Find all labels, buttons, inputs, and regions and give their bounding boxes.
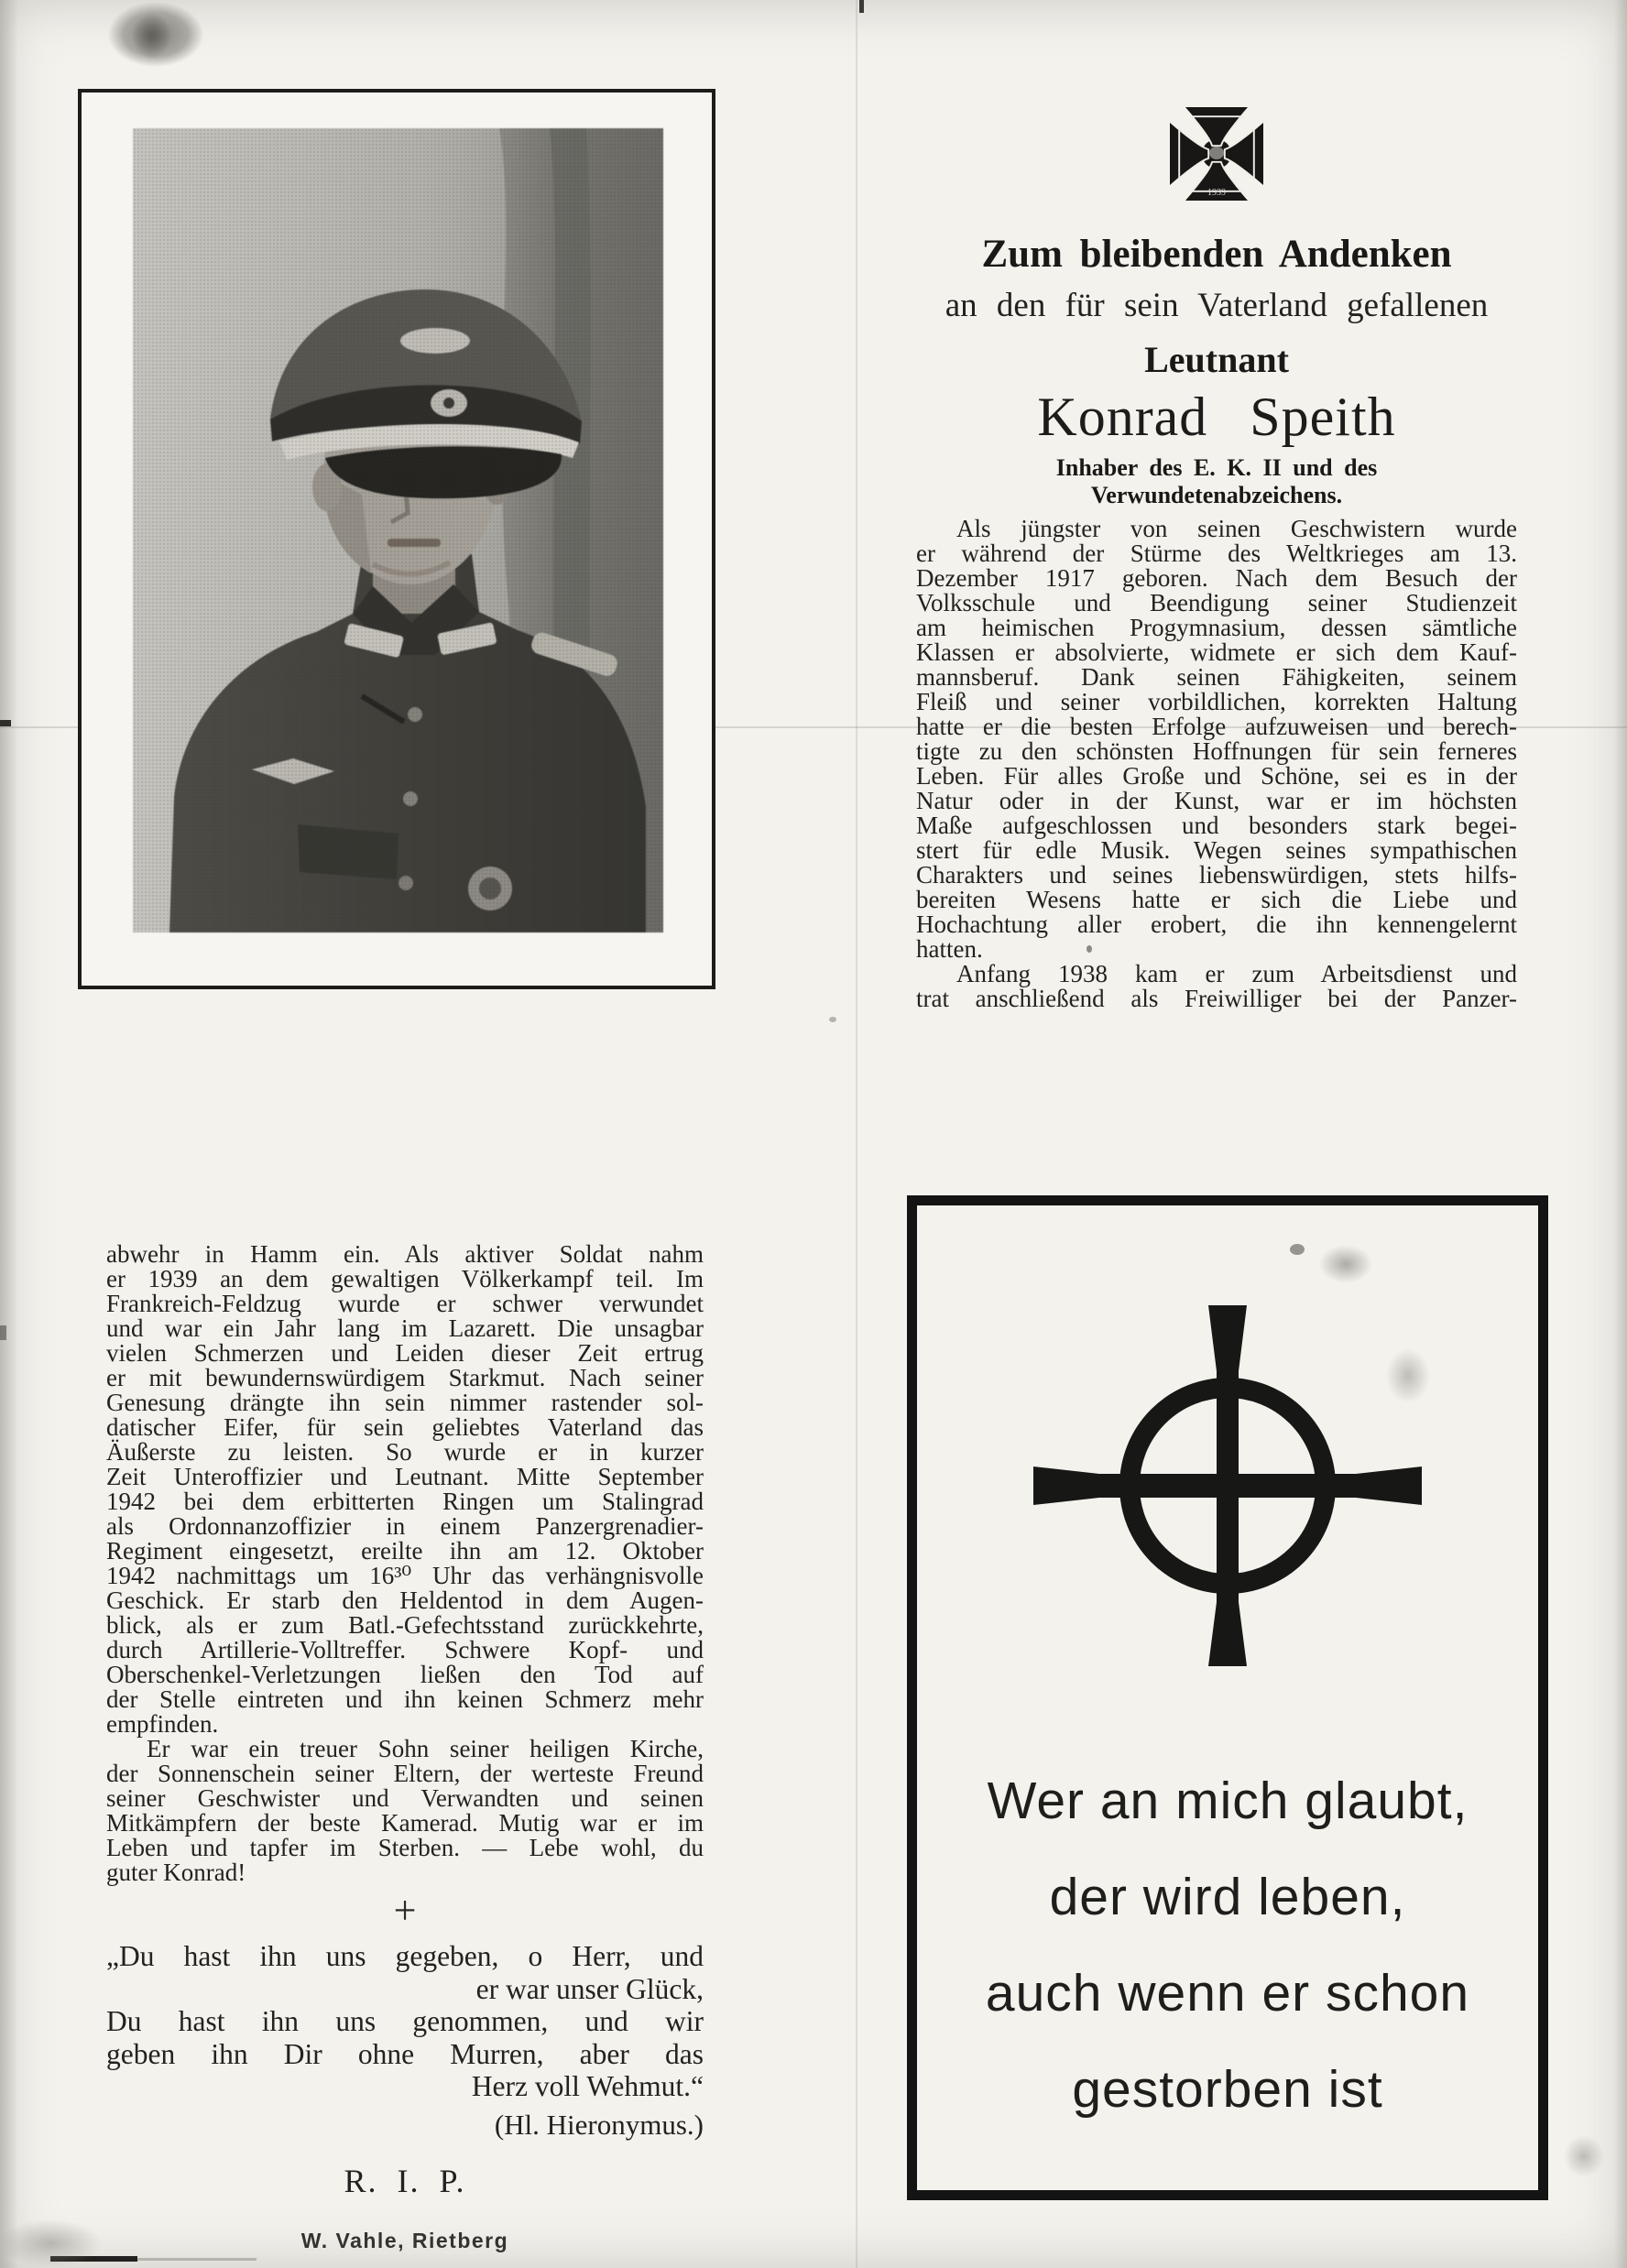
text-line: am heimischen Progymnasium, dessen sämtliche <box>916 614 1517 641</box>
scan-mark-left <box>0 720 11 726</box>
page-obituary-text <box>106 1242 704 2252</box>
text-line: 1942 bei dem erbitterten Ringen um Stalingrad <box>106 1488 704 1515</box>
iron-cross-icon <box>1163 101 1270 213</box>
verse-text <box>917 1753 1538 2138</box>
text-line: Volksschule und Beendigung seiner Studienzeit <box>916 589 1517 616</box>
text-line: Geschick. Er starb den Heldentod in dem Augen- <box>106 1587 704 1614</box>
text-line: geben ihn Dir ohne Murren, aber das <box>106 2037 704 2070</box>
stain-right-of-box <box>1556 2127 1612 2186</box>
iron-cross-year: 1939 <box>1207 188 1226 198</box>
text-line: der Sonnenschein seiner Eltern, der werteste Freund <box>106 1760 704 1787</box>
scan-edge-shading-right <box>1614 0 1627 2268</box>
text-line: tigte zu den schönsten Hoffnungen für sein ferneres <box>916 737 1517 765</box>
text-line: Dezember 1917 geboren. Nach dem Besuch der <box>916 564 1517 592</box>
text-line: bereiten Wesens hatte er sich die Liebe und <box>916 886 1517 913</box>
text-line: Fleiß und seiner vorbildlichen, korrekten Haltung <box>916 688 1517 715</box>
obituary-text <box>106 1242 704 1885</box>
text-line: blick, als er zum Batl.-Gefechtsstand zurückkehrte, <box>106 1611 704 1639</box>
fold-crease-vertical <box>856 0 857 2268</box>
text-line: Hochachtung aller erobert, die ihn kennengelernt <box>916 910 1517 938</box>
text-line: Charakters und seines liebenswürdigen, stets hilfs- <box>916 861 1517 889</box>
text-line: abwehr in Hamm ein. Als aktiver Soldat nahm <box>106 1240 704 1268</box>
text-line: Maße aufgeschlossen und besonders stark begei- <box>916 812 1517 839</box>
stain-box-dot <box>1290 1244 1305 1255</box>
text-line: er mit bewundernswürdigem Starkmut. Nach seiner <box>106 1364 704 1391</box>
quote-attribution: (Hl. Hieronymus.) <box>494 2108 704 2141</box>
text-line: stert für edle Musik. Wegen seines sympathischen <box>916 836 1517 864</box>
text-line: hatte er die besten Erfolge aufzuweisen und berech- <box>916 713 1517 740</box>
text-line: Klassen er absolvierte, widmete er sich dem Kauf- <box>916 638 1517 666</box>
text-line: als Ordonnanzoffizier in einem Panzergrenadier- <box>106 1512 704 1540</box>
scan-edge-shading-left <box>0 0 18 2268</box>
memorial-subtitle: an den für sein Vaterland gefallenen <box>945 287 1489 324</box>
deceased-name: Konrad Speith <box>1037 387 1396 447</box>
text-line: der wird leben, <box>1049 1868 1406 1926</box>
text-line: gestorben ist <box>1072 2060 1383 2119</box>
text-line: datischer Eifer, für sein geliebtes Vaterland das <box>106 1413 704 1441</box>
prayer-quote <box>106 1940 704 2103</box>
rip-label: R. I. P. <box>344 2162 466 2199</box>
biography-text <box>916 517 1517 1011</box>
text-line: guter Konrad! <box>106 1859 246 1886</box>
portrait-frame <box>78 89 715 989</box>
text-line: vielen Schmerzen und Leiden dieser Zeit ertrug <box>106 1339 704 1367</box>
text-line: Du hast ihn uns genommen, und wir <box>106 2005 704 2037</box>
text-line: durch Artillerie-Volltreffer. Schwere Kopf- und <box>106 1636 704 1663</box>
text-line: Er war ein treuer Sohn seiner heiligen Kirche, <box>147 1735 704 1762</box>
text-line: Mitkämpfern der beste Kamerad. Mutig war er im <box>106 1809 704 1837</box>
printer-credit: W. Vahle, Rietberg <box>300 2228 509 2252</box>
text-line: er während der Stürme des Weltkrieges am 13. <box>916 540 1517 567</box>
text-line: Genesung drängte ihn sein nimmer rastender sol- <box>106 1389 704 1416</box>
text-line: hatten. <box>916 935 983 963</box>
text-line: Äußerste zu leisten. So wurde er in kurzer <box>106 1438 704 1466</box>
text-line: mannsberuf. Dank seinen Fähigkeiten, seinem <box>916 663 1517 691</box>
text-line: Regiment eingesetzt, ereilte ihn am 12. Oktober <box>106 1537 704 1565</box>
text-line: Leben und tapfer im Sterben. — Lebe wohl, du <box>106 1834 704 1861</box>
text-line: Anfang 1938 kam er zum Arbeitsdienst und <box>956 960 1517 987</box>
stain-box-top <box>1310 1238 1381 1290</box>
text-line: „Du hast ihn uns gegeben, o Herr, und <box>106 1940 704 1972</box>
text-line: seiner Geschwister und Verwandten und seinen <box>106 1784 704 1812</box>
text-line: auch wenn er schon <box>985 1964 1470 2023</box>
stain-top-left-core <box>126 7 177 64</box>
verse-box <box>907 1195 1548 2200</box>
text-line: empfinden. <box>106 1710 219 1738</box>
celtic-cross-icon <box>1012 1287 1443 1690</box>
text-line: Frankreich-Feldzug wurde er schwer verwundet <box>106 1290 704 1317</box>
scan-mark-left-2 <box>0 1325 6 1340</box>
honors-line-1: Inhaber des E. K. II und des <box>1055 454 1378 481</box>
honors-line-2: Verwundetenabzeichens. <box>1090 482 1343 508</box>
cross-symbol: + <box>393 1888 417 1933</box>
text-line: der Stelle eintreten und ihn keinen Schmerz mehr <box>106 1685 704 1713</box>
rank-label: Leutnant <box>1144 339 1289 380</box>
text-line: 1942 nachmittags um 16³⁰ Uhr das verhängnisvolle <box>106 1562 704 1589</box>
text-line: Wer an mich glaubt, <box>987 1772 1469 1830</box>
text-line: Zeit Unteroffizier und Leutnant. Mitte September <box>106 1463 704 1490</box>
text-line: Leben. Für alles Große und Schöne, sei es in der <box>916 762 1517 790</box>
stain-bottom-left <box>0 2211 119 2268</box>
text-line: trat anschließend als Freiwilliger bei der Panzer- <box>916 985 1517 1012</box>
scan-mark-top <box>859 0 864 13</box>
scan-mark-bottom-2 <box>137 2258 257 2261</box>
text-line: und war ein Jahr lang im Lazarett. Die unsagbar <box>106 1314 704 1342</box>
text-line: er 1939 an dem gewaltigen Völkerkampf teil. Im <box>106 1265 704 1292</box>
stain-box-right <box>1379 1339 1437 1412</box>
text-line: er war unser Glück, <box>475 1972 704 2005</box>
halftone-texture <box>133 128 663 932</box>
text-line: Als jüngster von seinen Geschwistern wurde <box>956 515 1517 542</box>
ink-speck-2 <box>829 1017 836 1022</box>
page-memorial-text <box>916 82 1517 1011</box>
text-line: Oberschenkel-Verletzungen ließen den Tod auf <box>106 1661 704 1688</box>
text-line: Natur oder in der Kunst, war er im höchsten <box>916 787 1517 814</box>
memorial-title: Zum bleibenden Andenken <box>981 233 1452 276</box>
text-line: Herz voll Wehmut.“ <box>471 2070 704 2102</box>
